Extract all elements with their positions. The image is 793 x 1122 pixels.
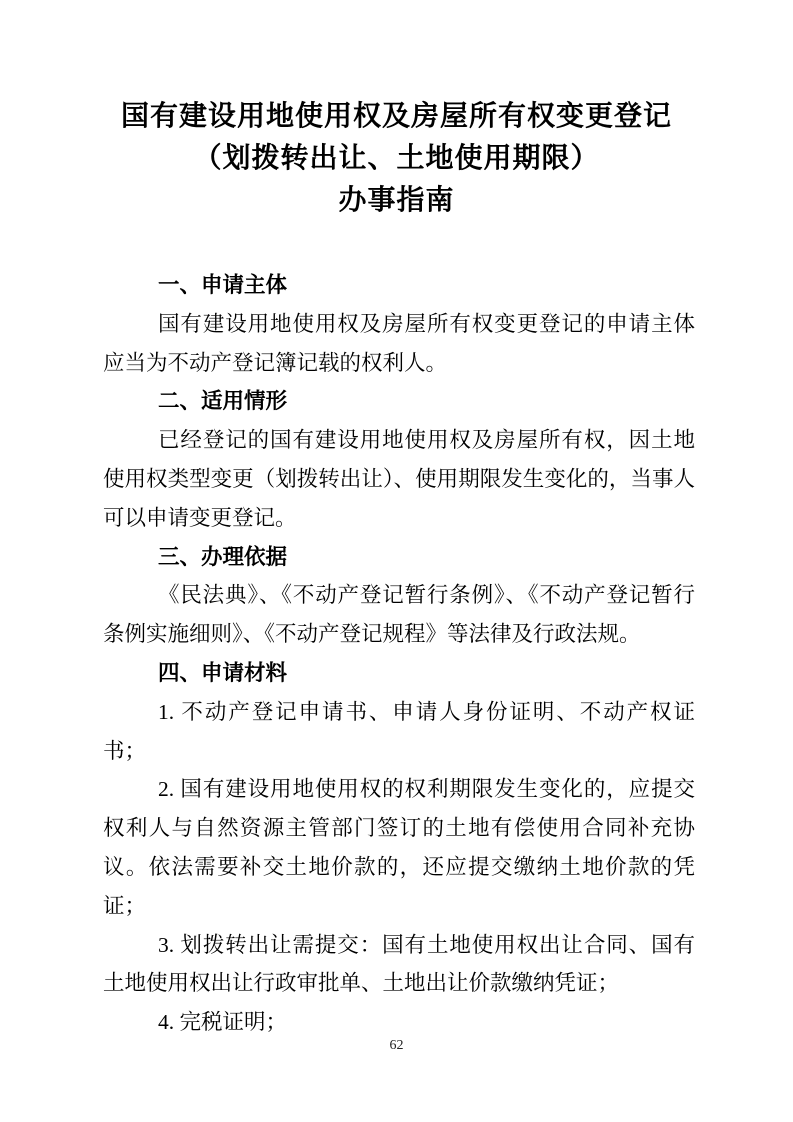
paragraph: 1. 不动产登记申请书、申请人身份证明、不动产权证书； <box>103 699 695 763</box>
paragraph: 2. 国有建设用地使用权的权利期限发生变化的，应提交权利人与自然资源主管部门签订的土地有偿使用合同补充协议。依法需要补交土地价款的，还应提交缴纳土地价款的凭证； <box>103 777 695 918</box>
paragraph: 国有建设用地使用权及房屋所有权变更登记的申请主体应当为不动产登记簿记载的权利人。 <box>103 311 695 375</box>
section-heading: 四、申请材料 <box>158 660 288 685</box>
document-body <box>103 266 695 1042</box>
section-heading: 一、申请主体 <box>158 273 288 297</box>
section-heading: 三、办理依据 <box>158 544 288 569</box>
title-line-2: （划拨转出让、土地使用期限） <box>193 143 600 174</box>
page-number: 62 <box>389 1038 404 1053</box>
paragraph: 4. 完税证明； <box>158 1010 288 1035</box>
title-line-3: 办事指南 <box>338 185 455 216</box>
title-line-1: 国有建设用地使用权及房屋所有权变更登记 <box>120 101 672 132</box>
paragraph: 《民法典》、《不动产登记暂行条例》、《不动产登记暂行条例实施细则》、《不动产登记规程》等法律及行政法规。 <box>103 583 695 647</box>
paragraph: 3. 划拨转出让需提交：国有土地使用权出让合同、国有土地使用权出让行政审批单、土地出让价款缴纳凭证； <box>103 932 695 996</box>
section-heading: 二、适用情形 <box>158 389 288 414</box>
document-title <box>0 0 793 222</box>
paragraph: 已经登记的国有建设用地使用权及房屋所有权，因土地使用权类型变更（划拨转出让）、使用期限发生变化的，当事人可以申请变更登记。 <box>103 428 695 530</box>
